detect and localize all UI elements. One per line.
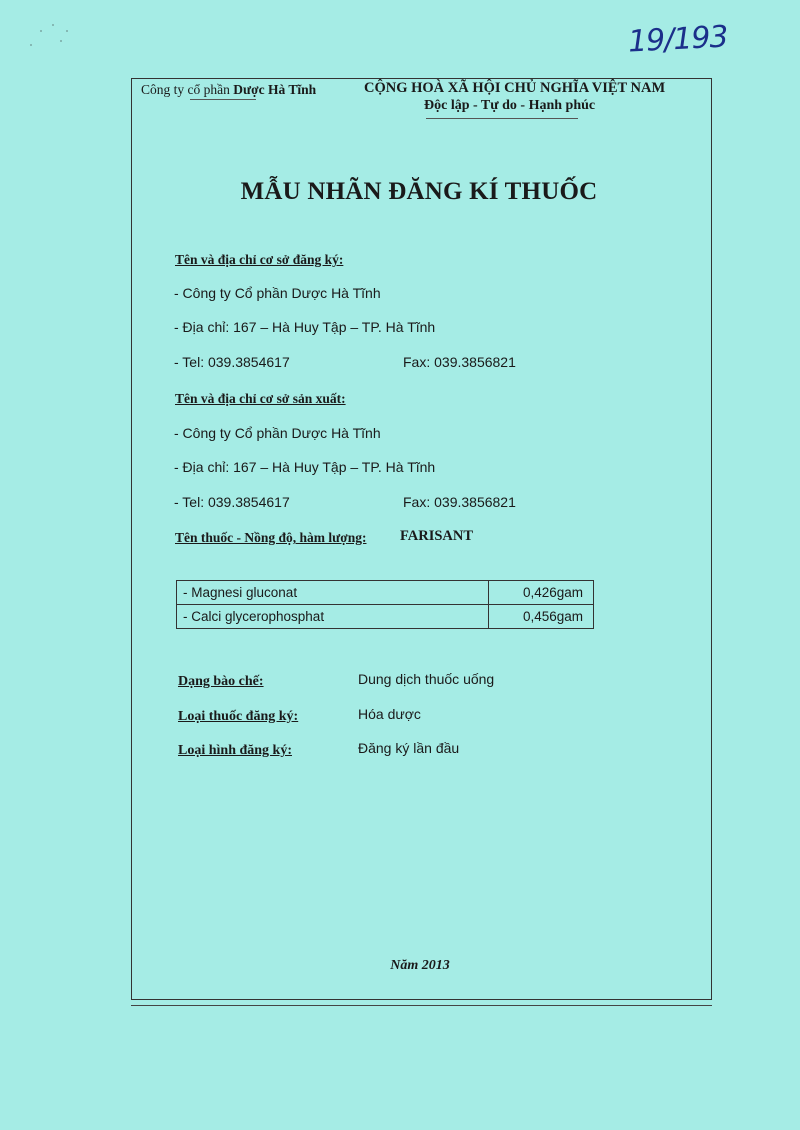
national-title: CỘNG HOÀ XÃ HỘI CHỦ NGHĨA VIỆT NAM <box>364 80 666 96</box>
document-year: Năm 2013 <box>390 958 450 973</box>
national-motto: Độc lập - Tự do - Hạnh phúc <box>424 98 596 113</box>
table-row <box>177 605 594 629</box>
ingredient-name: - Magnesi gluconat <box>177 581 489 605</box>
company-underline <box>190 99 256 100</box>
manufacturing-company: - Công ty Cổ phần Dược Hà Tĩnh <box>174 425 381 441</box>
manufacturing-facility-heading: Tên và địa chỉ cơ sở sản xuất: <box>175 391 346 406</box>
drug-name: FARISANT <box>400 528 474 544</box>
registration-fax: Fax: 039.3856821 <box>403 354 516 370</box>
drug-heading: Tên thuốc - Nồng độ, hàm lượng: <box>175 530 367 545</box>
company-prefix: Công ty cổ phần <box>141 82 234 97</box>
manufacturing-fax: Fax: 039.3856821 <box>403 494 516 510</box>
frame-bottom-line <box>131 1005 712 1006</box>
drug-type-value: Hóa dược <box>358 706 421 722</box>
drug-type-label: Loại thuốc đăng ký: <box>178 709 299 724</box>
handwritten-page-number: 19/193 <box>627 19 729 60</box>
registration-type-value: Đăng ký lần đầu <box>358 740 460 756</box>
company-name: Dược Hà Tĩnh <box>233 82 317 97</box>
registration-company: - Công ty Cổ phần Dược Hà Tĩnh <box>174 285 381 301</box>
registration-address: - Địa chỉ: 167 – Hà Huy Tập – TP. Hà Tĩnh <box>174 319 436 335</box>
manufacturing-address: - Địa chỉ: 167 – Hà Huy Tập – TP. Hà Tĩnh <box>174 459 436 475</box>
dosage-form-label: Dạng bào chế: <box>178 674 264 689</box>
table-row <box>177 581 594 605</box>
ingredient-table <box>176 580 594 629</box>
motto-underline <box>426 118 578 119</box>
dosage-form-value: Dung dịch thuốc uống <box>358 671 495 687</box>
scan-speck <box>40 30 42 32</box>
scan-speck <box>30 44 32 46</box>
scan-speck <box>60 40 62 42</box>
registration-tel: - Tel: 039.3854617 <box>174 354 290 370</box>
scan-speck <box>52 24 54 26</box>
registration-facility-heading: Tên và địa chỉ cơ sở đăng ký: <box>175 252 344 267</box>
registration-type-label: Loại hình đăng ký: <box>178 743 292 758</box>
ingredient-name: - Calci glycerophosphat <box>177 605 489 629</box>
document-title: MẪU NHÃN ĐĂNG KÍ THUỐC <box>240 178 598 205</box>
scan-speck <box>66 30 68 32</box>
ingredient-amount: 0,456gam <box>489 605 594 629</box>
ingredient-amount: 0,426gam <box>489 581 594 605</box>
company-header <box>141 82 316 98</box>
manufacturing-tel: - Tel: 039.3854617 <box>174 494 290 510</box>
